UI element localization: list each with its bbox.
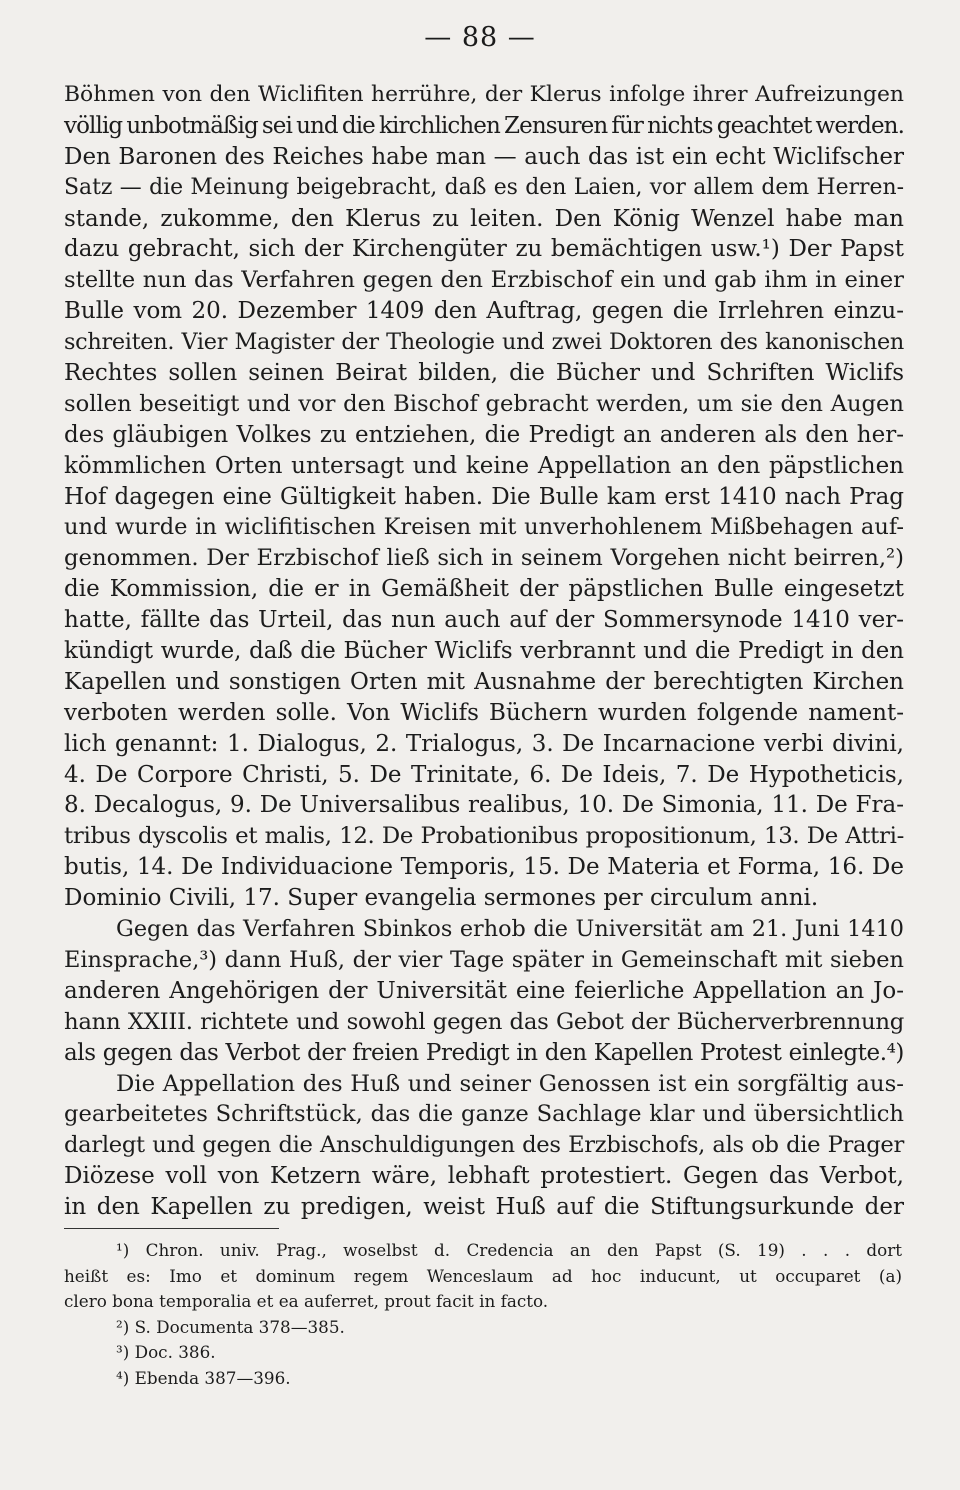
text-line: Gegen das Verfahren Sbinkos erhob die Universität am 21. Juni 1410 [116,916,904,943]
text-line: kündigt wurde, daß die Bücher Wiclifs verbrannt und die Predigt in den [64,638,904,665]
text-line: lich genannt: 1. Dialogus, 2. Trialogus, 3. De Incarnacione verbi divini, [64,730,904,757]
text-line: Dominio Civili, 17. Super evangelia sermones per circulum anni. [64,885,819,912]
text-line: stande, zukomme, den Klerus zu leiten. Den König Wenzel habe man [64,205,904,232]
text-line: stellte nun das Verfahren gegen den Erzbischof ein und gab ihm in einer [64,267,904,294]
text-line: völlig unbotmäßig sei und die kirchlichen Zensuren für nichts geachtet werden. [64,112,904,139]
body-text [64,80,904,1223]
text-line: Rechtes sollen seinen Beirat bilden, die Bücher und Schriften Wiclifs [64,360,904,387]
text-line: dazu gebracht, sich der Kirchengüter zu bemächtigen usw.¹) Der Papst [64,236,904,263]
text-line: Kapellen und sonstigen Orten mit Ausnahme der berechtigten Kirchen [64,668,904,695]
text-line: sollen beseitigt und vor den Bischof gebracht werden, um sie den Augen [64,390,904,417]
text-line: genommen. Der Erzbischof ließ sich in seinem Vorgehen nicht beirren,²) [64,545,904,572]
text-line: die Kommission, die er in Gemäßheit der päpstlichen Bulle eingesetzt [64,576,904,603]
text-line: 8. Decalogus, 9. De Universalibus realibus, 10. De Simonia, 11. De Fra- [64,792,904,819]
footnote-line: ⁴) Ebenda 387—396. [116,1367,291,1388]
footnote-line: ¹) Chron. univ. Prag., woselbst d. Credencia an den Papst (S. 19) . . . dort [116,1240,902,1260]
footnote-divider [64,1228,279,1229]
text-line: Den Baronen des Reiches habe man — auch das ist ein echt Wiclifscher [64,143,904,170]
text-line: Diözese voll von Ketzern wäre, lebhaft protestiert. Gegen das Verbot, [64,1163,904,1190]
text-line: kömmlichen Orten untersagt und keine Appellation an den päpstlichen [64,452,904,479]
text-line: in den Kapellen zu predigen, weist Huß auf die Stiftungsurkunde der [64,1194,904,1221]
text-line: tribus dyscolis et malis, 12. De Probationibus propositionum, 13. De Attri- [64,823,904,850]
text-line: darlegt und gegen die Anschuldigungen des Erzbischofs, als ob die Prager [64,1132,904,1159]
text-line: butis, 14. De Individuacione Temporis, 15. De Materia et Forma, 16. De [64,854,904,881]
text-line: schreiten. Vier Magister der Theologie und zwei Doktoren des kanonischen [64,329,904,356]
text-line: Bulle vom 20. Dezember 1409 den Auftrag, gegen die Irrlehren einzu- [64,298,904,325]
page-number: — 88 — [424,22,536,53]
text-line: des gläubigen Volkes zu entziehen, die Predigt an anderen als den her- [64,421,904,448]
text-line: verboten werden solle. Von Wiclifs Büchern wurden folgende nament- [64,699,904,726]
text-line: gearbeitetes Schriftstück, das die ganze Sachlage klar und übersichtlich [64,1101,904,1128]
text-line: hann XXIII. richtete und sowohl gegen das Gebot der Bücherverbrennung [64,1008,904,1035]
footnote-line: clero bona temporalia et ea auferret, prout facit in facto. [64,1291,549,1312]
footnote-line: ²) S. Documenta 378—385. [116,1316,345,1337]
footnote-line: ³) Doc. 386. [116,1342,216,1363]
text-line: hatte, fällte das Urteil, das nun auch auf der Sommersynode 1410 ver- [64,607,904,634]
footnote-line: heißt es: Imo et dominum regem Wenceslaum ad hoc inducunt, ut occuparet (a) [64,1265,902,1286]
text-line: Böhmen von den Wiclifiten herrühre, der Klerus infolge ihrer Aufreizungen [64,82,904,107]
text-line: als gegen das Verbot der freien Predigt in den Kapellen Protest einlegte.⁴) [64,1039,904,1066]
text-line: anderen Angehörigen der Universität eine feierliche Appellation an Jo- [64,977,904,1004]
text-line: und wurde in wiclifitischen Kreisen mit unverhohlenem Mißbehagen auf- [64,514,904,541]
text-line: Hof dagegen eine Gültigkeit haben. Die Bulle kam erst 1410 nach Prag [64,483,904,510]
footnotes [64,1238,902,1392]
text-line: Einsprache,³) dann Huß, der vier Tage später in Gemeinschaft mit sieben [64,946,904,973]
text-line: Die Appellation des Huß und seiner Genossen ist ein sorgfältig aus- [116,1070,904,1097]
text-line: Satz — die Meinung beigebracht, daß es den Laien, vor allem dem Herren- [64,174,904,200]
text-line: 4. De Corpore Christi, 5. De Trinitate, 6. De Ideis, 7. De Hypotheticis, [64,761,904,788]
